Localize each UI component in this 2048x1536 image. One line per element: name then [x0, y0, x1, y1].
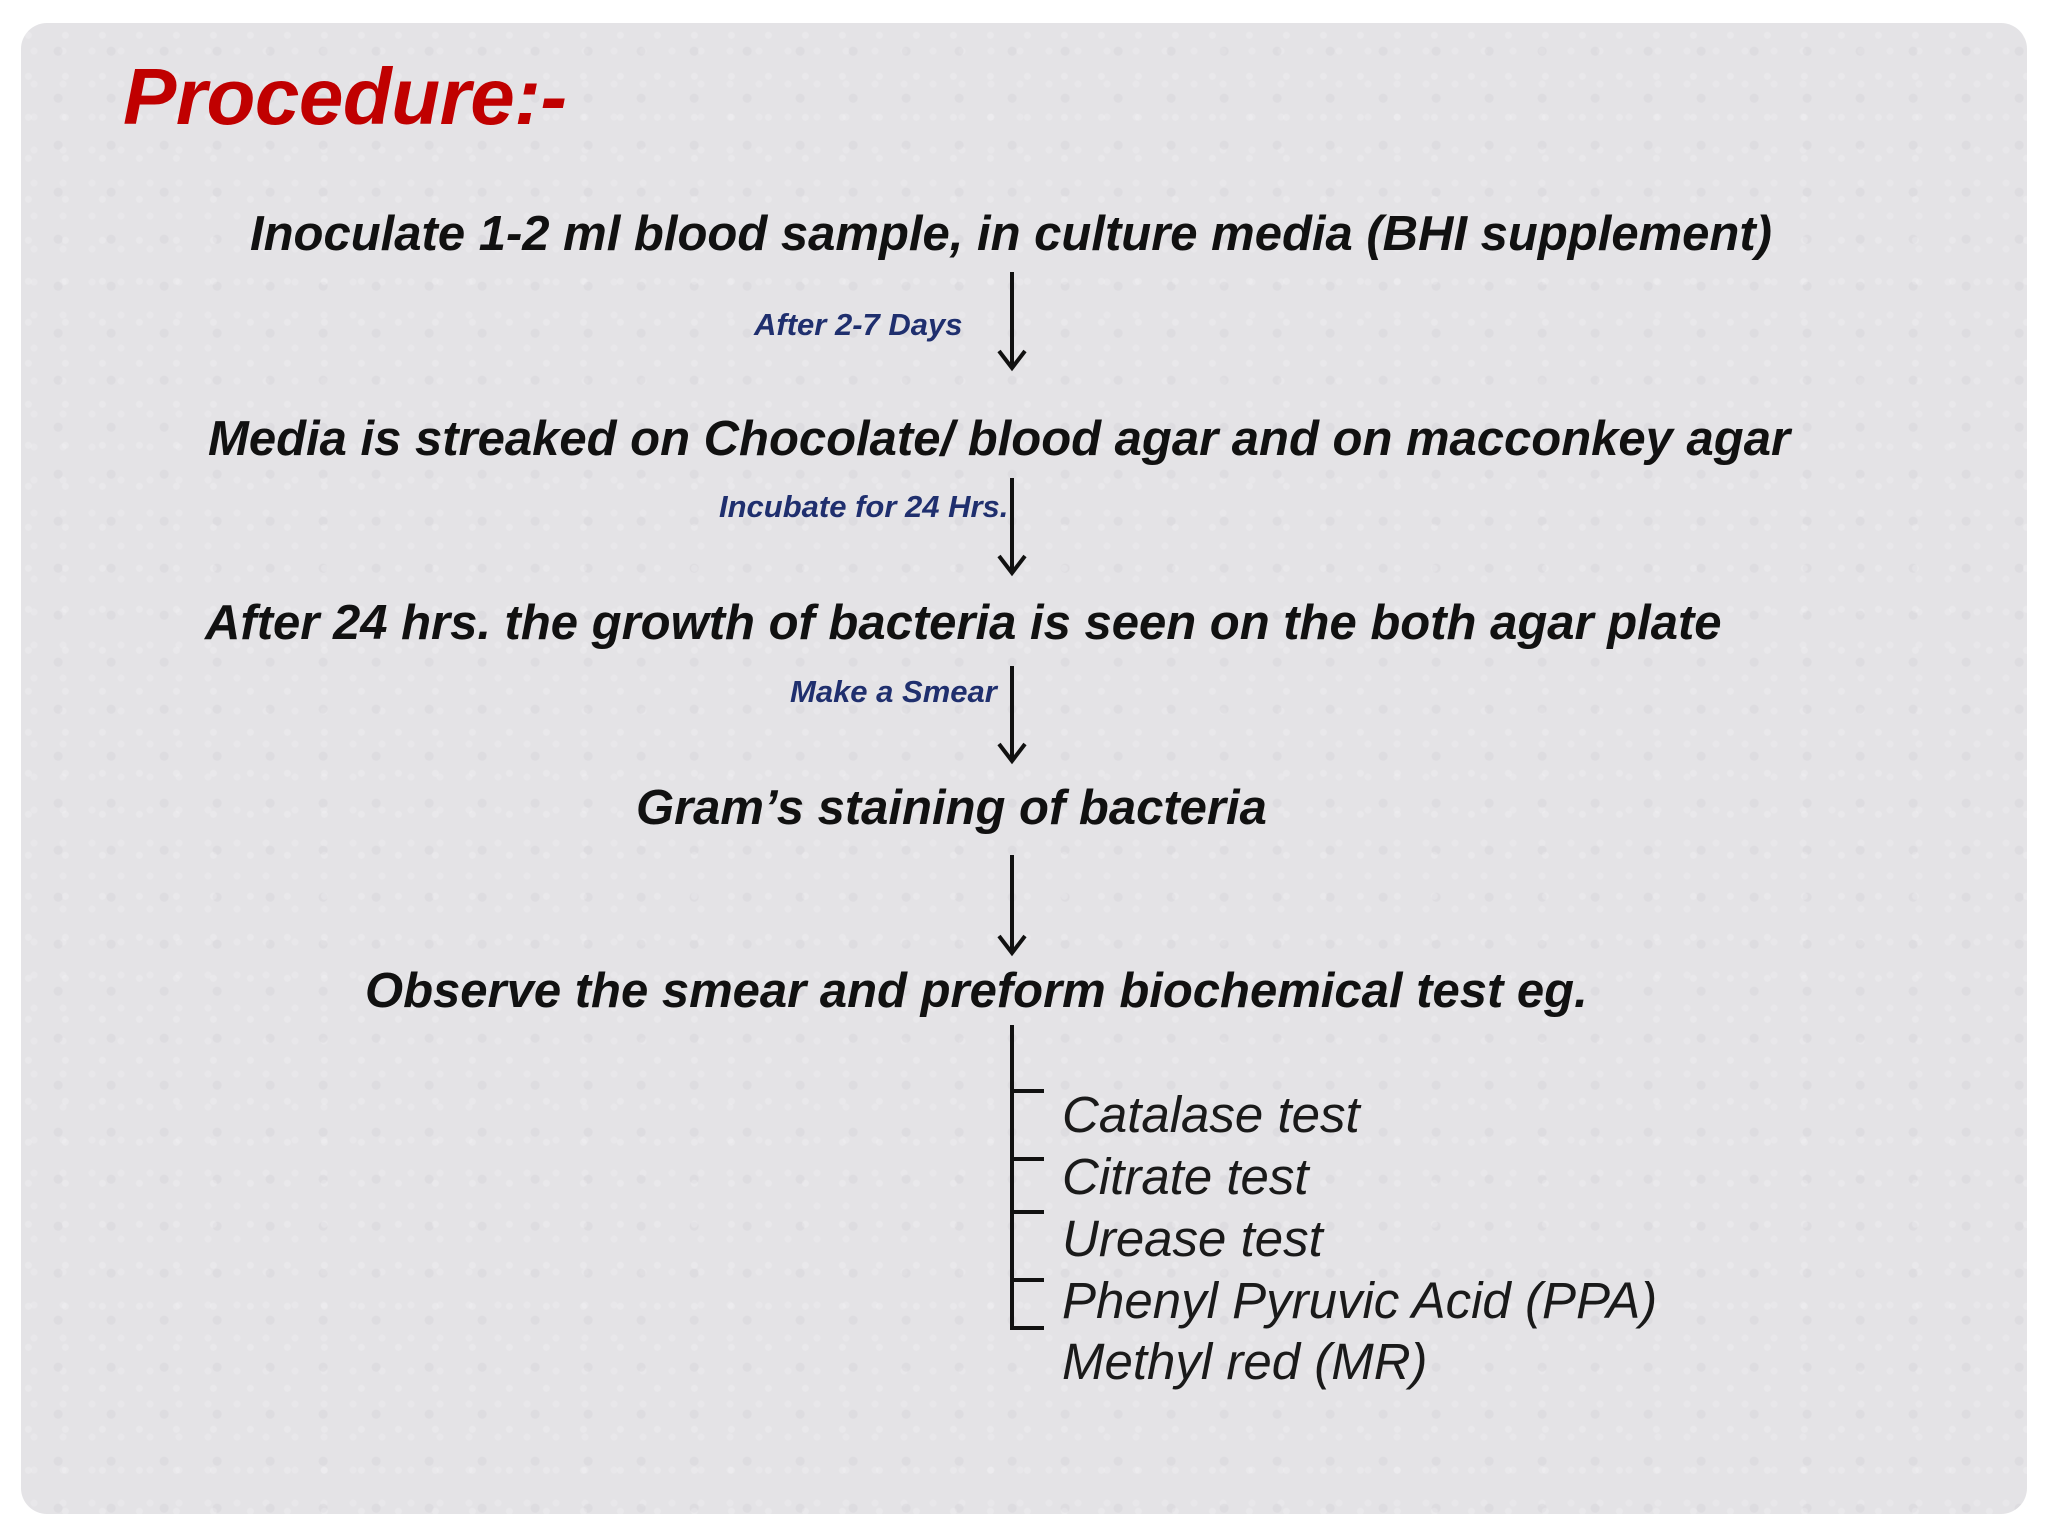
- down-arrow-icon: [999, 272, 1025, 368]
- down-arrow-icon: [999, 855, 1025, 953]
- test-item: Citrate test: [1062, 1148, 1309, 1205]
- test-bracket: [1010, 1025, 1044, 1330]
- test-item: Methyl red (MR): [1062, 1333, 1428, 1390]
- step-growth-seen: After 24 hrs. the growth of bacteria is seen on the both agar plate: [205, 596, 1722, 650]
- test-item: Urease test: [1062, 1210, 1323, 1267]
- test-item: Phenyl Pyruvic Acid (PPA): [1062, 1272, 1658, 1329]
- down-arrow-icon: [999, 478, 1025, 573]
- slide: [21, 23, 2027, 1514]
- step-gram-staining: Gram’s staining of bacteria: [636, 781, 1267, 835]
- test-item: Catalase test: [1062, 1086, 1360, 1143]
- slide-title: Procedure:-: [123, 52, 567, 141]
- down-arrow-icon: [999, 666, 1025, 761]
- step-observe-smear: Observe the smear and preform biochemical test eg.: [365, 964, 1588, 1018]
- arrow-label-after-days: After 2-7 Days: [754, 307, 963, 342]
- arrow-label-incubate: Incubate for 24 Hrs.: [719, 489, 1009, 524]
- flow-connectors: [21, 23, 2027, 1514]
- arrow-label-make-smear: Make a Smear: [790, 674, 997, 709]
- step-streak-media: Media is streaked on Chocolate/ blood agar and on macconkey agar: [208, 412, 1791, 466]
- step-inoculate: Inoculate 1-2 ml blood sample, in culture media (BHI supplement): [250, 207, 1772, 261]
